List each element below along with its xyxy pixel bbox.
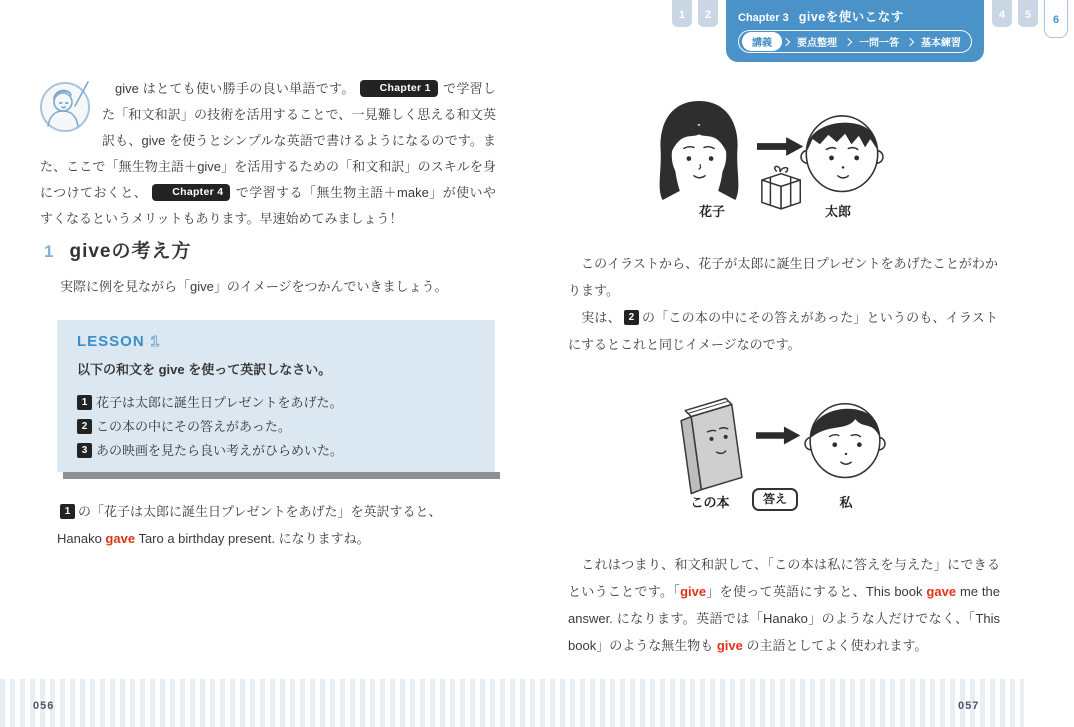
teacher-avatar-icon	[40, 82, 90, 132]
section-number: 1	[44, 242, 54, 261]
chapter-title: giveを使いこなす	[798, 10, 904, 24]
watashi-illustration	[804, 392, 886, 480]
arrow-right-icon	[756, 423, 802, 448]
answer-label-pill: 答え	[752, 488, 798, 511]
book-illustration	[673, 394, 749, 496]
section-lead-text: 実際に例を見ながら「give」のイメージをつかんでいきましょう。	[60, 279, 448, 294]
item-number-badge: 3	[77, 443, 92, 458]
lesson-item-text: 花子は太郎に誕生日プレゼントをあげた。	[96, 395, 343, 410]
illustration-label-taro: 太郎	[824, 204, 851, 219]
intro-block	[40, 76, 496, 232]
tab-lecture: 講義	[742, 32, 782, 51]
lesson-instruction: 以下の和文を give を使って英訳しなさい。	[77, 362, 332, 377]
section-title: giveの考え方	[69, 241, 192, 262]
hanako-illustration	[648, 98, 750, 204]
chapter-banner	[726, 0, 984, 62]
lesson-item-text: あの映画を見たら良い考えがひらめいた。	[96, 443, 344, 458]
illustration-label-me: 私	[839, 495, 853, 510]
item-number-badge: 2	[77, 419, 92, 434]
illustration-label-hanako: 花子	[698, 204, 725, 219]
illustration-label-book: この本	[690, 495, 730, 510]
gift-box-icon	[753, 163, 807, 211]
arrow-right-icon	[757, 133, 805, 160]
tab-key-points: 要点整理	[797, 38, 837, 49]
lesson-item	[77, 439, 475, 463]
tab-basic-practice: 基本練習	[921, 38, 961, 49]
chapter-label: Chapter 3	[738, 12, 789, 24]
lesson-label: LESSON	[77, 333, 145, 350]
taro-illustration	[800, 104, 884, 194]
chevron-right-icon	[906, 37, 914, 45]
lesson-number: 1	[150, 333, 161, 350]
footer-stripe-band	[0, 679, 1024, 727]
chapter-index-tab-2: 2	[698, 0, 718, 27]
explanation-paragraph-2: これはつまり、和文和訳して、「この本は私に答えを与えた」にできるということです。「give」を使って英語にすると、This book gave me the answer. になります。英語では「Hanako」のような人だけでなく、「This book」のような無生物も give の主語としてよく使われます。	[568, 557, 1000, 653]
item-number-badge: 1	[77, 395, 92, 410]
chapter-index-tab-1: 1	[672, 0, 692, 27]
lesson-item-list	[77, 391, 475, 463]
chapter-header	[672, 0, 1074, 62]
lesson-box	[57, 320, 495, 472]
section-heading	[44, 236, 192, 263]
chapter-index-tab-4: 4	[992, 0, 1012, 27]
chapter-index-tab-6: 6	[1044, 0, 1068, 38]
section-type-tabs	[738, 30, 972, 53]
answer-paragraph: 1 の「花子は太郎に誕生日プレゼントをあげた」を英訳すると、 Hanako gave Taro a birthday present. になりますね。	[57, 504, 442, 546]
tab-quick-qa: 一問一答	[859, 38, 899, 49]
page-number-right: 057	[958, 700, 980, 712]
chevron-right-icon	[844, 37, 852, 45]
lesson-title	[77, 333, 475, 350]
lesson-item	[77, 415, 475, 439]
chevron-right-icon	[782, 37, 790, 45]
explanation-paragraph-1: このイラストから、花子が太郎に誕生日プレゼントをあげたことがわかります。 実は、 2 の「この本の中にその答えがあった」というのも、イラストにするとこれと同じイメージなのです。	[568, 256, 998, 352]
lesson-item	[77, 391, 475, 415]
intro-paragraph: give はとても使い勝手の良い単語です。 Chapter 1 で学習した「和文和訳」の技術を活用することで、一見難しく思える和文英訳も、give を使うとシンプルな英語で書けるようになるのです。また、ここで「無生物主語＋give」を活用するための「和文和訳」のスキルを身につけておくと、 Chapter 4 で学習する「無生物主語＋make」が使いやすくなるというメリットもあります。早速始めてみましょう！	[40, 81, 496, 226]
lesson-item-text: この本の中にその答えがあった。	[96, 419, 291, 434]
chapter-index-tab-5: 5	[1018, 0, 1038, 27]
page-number-left: 056	[33, 700, 55, 712]
